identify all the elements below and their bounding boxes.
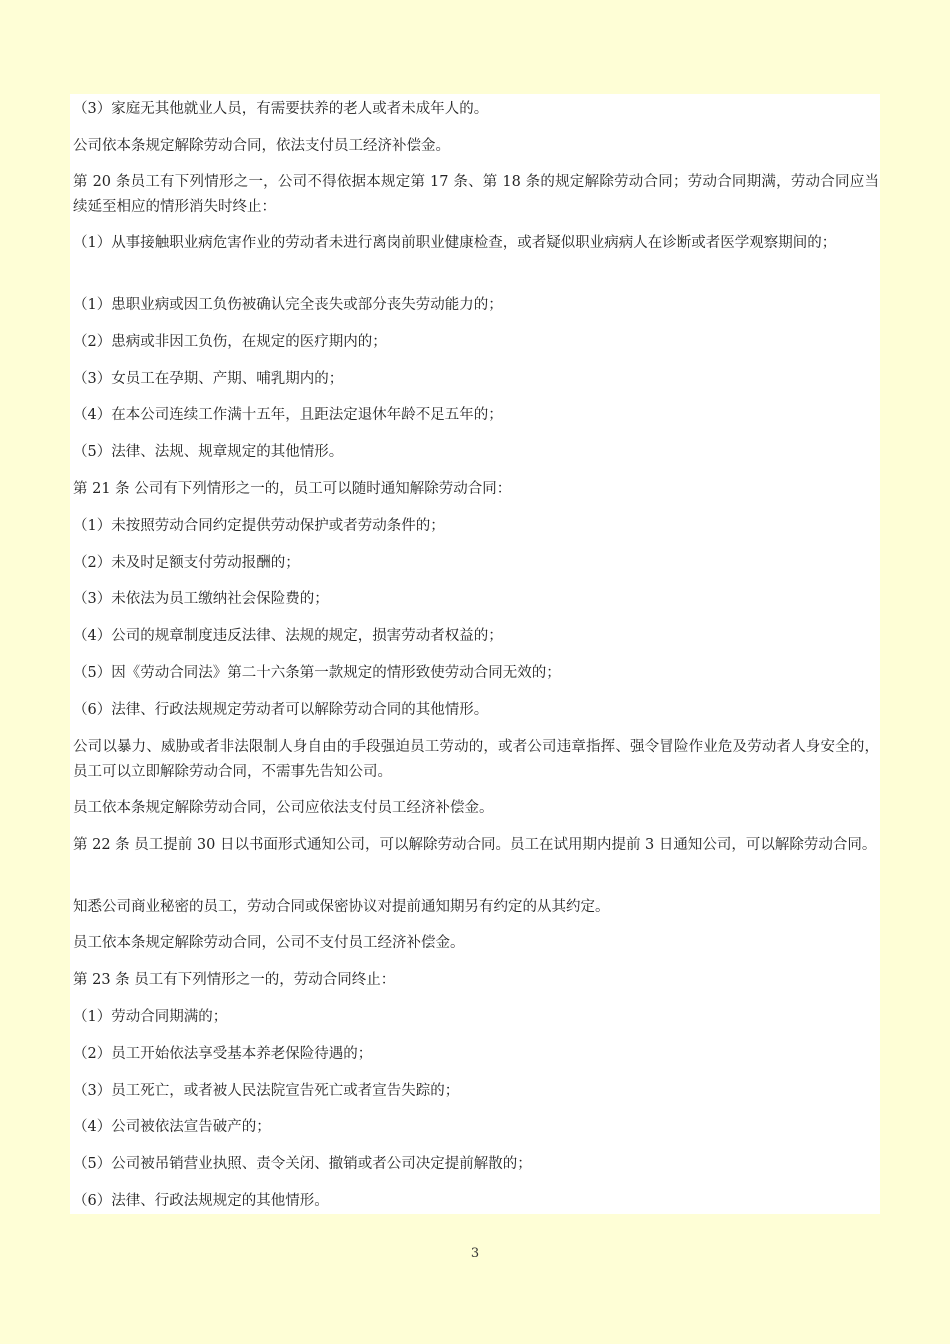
page-number: 3 [470, 1246, 480, 1261]
paragraph: 知悉公司商业秘密的员工，劳动合同或保密协议对提前通知期另有约定的从其约定。 [73, 899, 610, 915]
list-item: （6）法律、行政法规规定的其他情形。 [73, 1193, 329, 1209]
document-body [70, 94, 880, 1214]
list-item: （1）劳动合同期满的； [73, 1009, 228, 1025]
list-item: （4）公司的规章制度违反法律、法规的规定，损害劳动者权益的； [73, 628, 503, 644]
list-item: （2）未及时足额支付劳动报酬的； [73, 555, 300, 571]
paragraph: （3）家庭无其他就业人员，有需要扶养的老人或者未成年人的。 [73, 101, 489, 117]
article-20-heading: 第 20 条员工有下列情形之一，公司不得依据本规定第 17 条、第 18 条的规定解除劳动合同；劳动合同期满，劳动合同应当续延至相应的情形消失时终止： [73, 174, 879, 215]
list-item: （3）女员工在孕期、产期、哺乳期内的； [73, 371, 344, 387]
paragraph: 公司以暴力、威胁或者非法限制人身自由的手段强迫员工劳动的，或者公司违章指挥、强令冒险作业危及劳动者人身安全的，员工可以立即解除劳动合同，不需事先告知公司。 [73, 739, 879, 780]
list-item: （5）公司被吊销营业执照、责令关闭、撤销或者公司决定提前解散的； [73, 1156, 532, 1172]
article-23-heading: 第 23 条 员工有下列情形之一的，劳动合同终止： [73, 972, 396, 988]
paragraph: 公司依本条规定解除劳动合同，依法支付员工经济补偿金。 [73, 138, 450, 154]
list-item: （1）患职业病或因工负伤被确认完全丧失或部分丧失劳动能力的； [73, 297, 503, 313]
list-item: （3）未依法为员工缴纳社会保险费的； [73, 591, 329, 607]
article-22-heading: 第 22 条 员工提前 30 日以书面形式通知公司，可以解除劳动合同。员工在试用期内提前 3 日通知公司，可以解除劳动合同。 [73, 837, 877, 853]
list-item: （3）员工死亡，或者被人民法院宣告死亡或者宣告失踪的； [73, 1083, 460, 1099]
list-item: （1）从事接触职业病危害作业的劳动者未进行离岗前职业健康检查，或者疑似职业病病人在诊断或者医学观察期间的； [73, 235, 837, 251]
article-21-heading: 第 21 条 公司有下列情形之一的，员工可以随时通知解除劳动合同： [73, 481, 512, 497]
list-item: （2）患病或非因工负伤，在规定的医疗期内的； [73, 334, 387, 350]
list-item: （4）在本公司连续工作满十五年，且距法定退休年龄不足五年的； [73, 407, 503, 423]
list-item: （4）公司被依法宣告破产的； [73, 1119, 271, 1135]
list-item: （1）未按照劳动合同约定提供劳动保护或者劳动条件的； [73, 518, 445, 534]
paragraph: 员工依本条规定解除劳动合同，公司不支付员工经济补偿金。 [73, 935, 465, 951]
list-item: （2）员工开始依法享受基本养老保险待遇的； [73, 1046, 373, 1062]
list-item: （5）因《劳动合同法》第二十六条第一款规定的情形致使劳动合同无效的； [73, 665, 561, 681]
list-item: （5）法律、法规、规章规定的其他情形。 [73, 444, 344, 460]
list-item: （6）法律、行政法规规定劳动者可以解除劳动合同的其他情形。 [73, 702, 489, 718]
paragraph: 员工依本条规定解除劳动合同，公司应依法支付员工经济补偿金。 [73, 800, 494, 816]
